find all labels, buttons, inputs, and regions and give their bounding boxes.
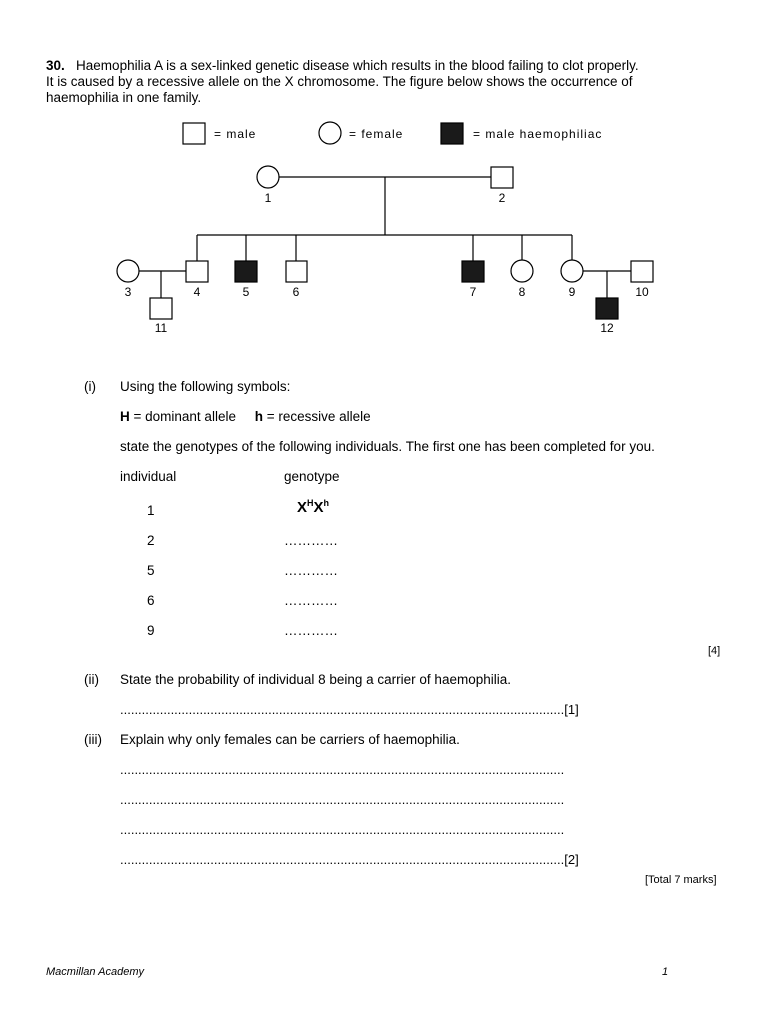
label-10: 10 — [635, 285, 649, 299]
column-header-individual: individual — [120, 469, 177, 484]
label-2: 2 — [498, 191, 506, 205]
part-iii-answer-line[interactable]: ........................................................................................................................... — [120, 762, 565, 777]
label-1: 1 — [264, 191, 272, 205]
legend-male-symbol — [183, 123, 205, 144]
row-individual: 9 — [147, 623, 155, 638]
legend-female-symbol — [319, 122, 341, 144]
intro-line-1: Haemophilia A is a sex-linked genetic disease which results in the blood failing to clot properly. — [76, 58, 639, 73]
individual-5-affected-male — [235, 261, 257, 282]
intro-line-2: It is caused by a recessive allele on the X chromosome. The figure below shows the occurrence of — [46, 74, 633, 89]
given-genotype: $X^HX^h$ — [297, 498, 330, 516]
individual-3-female — [117, 260, 139, 282]
label-8: 8 — [518, 285, 526, 299]
part-iii-answer-line[interactable]: ...........................................................................................................................[2] — [120, 852, 579, 867]
recessive-text: = recessive allele — [266, 409, 371, 424]
part-ii-answer-line[interactable]: ...........................................................................................................................[1] — [120, 702, 579, 717]
total-marks: [Total 7 marks] — [645, 874, 717, 886]
dominant-symbol: H — [120, 409, 130, 424]
genotype-answer-blank[interactable]: ………… — [284, 563, 338, 578]
column-header-genotype: genotype — [284, 469, 340, 484]
individual-11-male — [150, 298, 172, 319]
legend-male-label: = male — [214, 127, 257, 141]
row-individual: 1 — [147, 503, 155, 518]
part-iii-answer-line[interactable]: ........................................................................................................................... — [120, 792, 565, 807]
label-4: 4 — [193, 285, 201, 299]
genotype-answer-blank[interactable]: ………… — [284, 623, 338, 638]
label-11: 11 — [154, 321, 168, 335]
footer-page-number: 1 — [662, 966, 669, 978]
row-individual: 6 — [147, 593, 155, 608]
part-i-marker: (i) — [84, 379, 96, 394]
part-ii-prompt: State the probability of individual 8 being a carrier of haemophilia. — [120, 672, 511, 687]
dominant-text: = dominant allele — [133, 409, 236, 424]
pedigree-diagram — [0, 110, 768, 460]
label-12: 12 — [600, 321, 614, 335]
part-i-marks: [4] — [708, 645, 721, 657]
label-7: 7 — [469, 285, 477, 299]
question-intro — [46, 58, 726, 106]
allele-key — [120, 409, 371, 424]
label-3: 3 — [124, 285, 132, 299]
part-i-prompt: Using the following symbols: — [120, 379, 291, 394]
question-number: 30. — [46, 58, 65, 73]
individual-10-male — [631, 261, 653, 282]
genotype-answer-blank[interactable]: ………… — [284, 593, 338, 608]
part-iii-marker: (iii) — [84, 732, 102, 747]
individual-2-male — [491, 167, 513, 188]
individual-8-female — [511, 260, 533, 282]
part-ii-marker: (ii) — [84, 672, 99, 687]
part-iii-answer-line[interactable]: ........................................................................................................................... — [120, 822, 565, 837]
individual-9-female — [561, 260, 583, 282]
individual-6-male — [286, 261, 307, 282]
individual-12-affected-male — [596, 298, 618, 319]
recessive-symbol: h — [254, 409, 263, 424]
label-6: 6 — [292, 285, 300, 299]
label-9: 9 — [568, 285, 576, 299]
genotype-answer-blank[interactable]: ………… — [284, 533, 338, 548]
legend-affected-male-symbol — [441, 123, 463, 144]
legend-affected-male-label: = male haemophiliac — [473, 127, 603, 141]
row-individual: 2 — [147, 533, 155, 548]
footer-school: Macmillan Academy — [46, 966, 145, 978]
individual-1-female — [257, 166, 279, 188]
individual-4-male — [186, 261, 208, 282]
legend-female-label: = female — [349, 127, 404, 141]
part-iii-prompt: Explain why only females can be carriers of haemophilia. — [120, 732, 460, 747]
intro-line-3: haemophilia in one family. — [46, 90, 202, 105]
row-individual: 5 — [147, 563, 155, 578]
part-i-instruction: state the genotypes of the following individuals. The first one has been completed for you. — [120, 439, 655, 454]
label-5: 5 — [242, 285, 250, 299]
individual-7-affected-male — [462, 261, 484, 282]
